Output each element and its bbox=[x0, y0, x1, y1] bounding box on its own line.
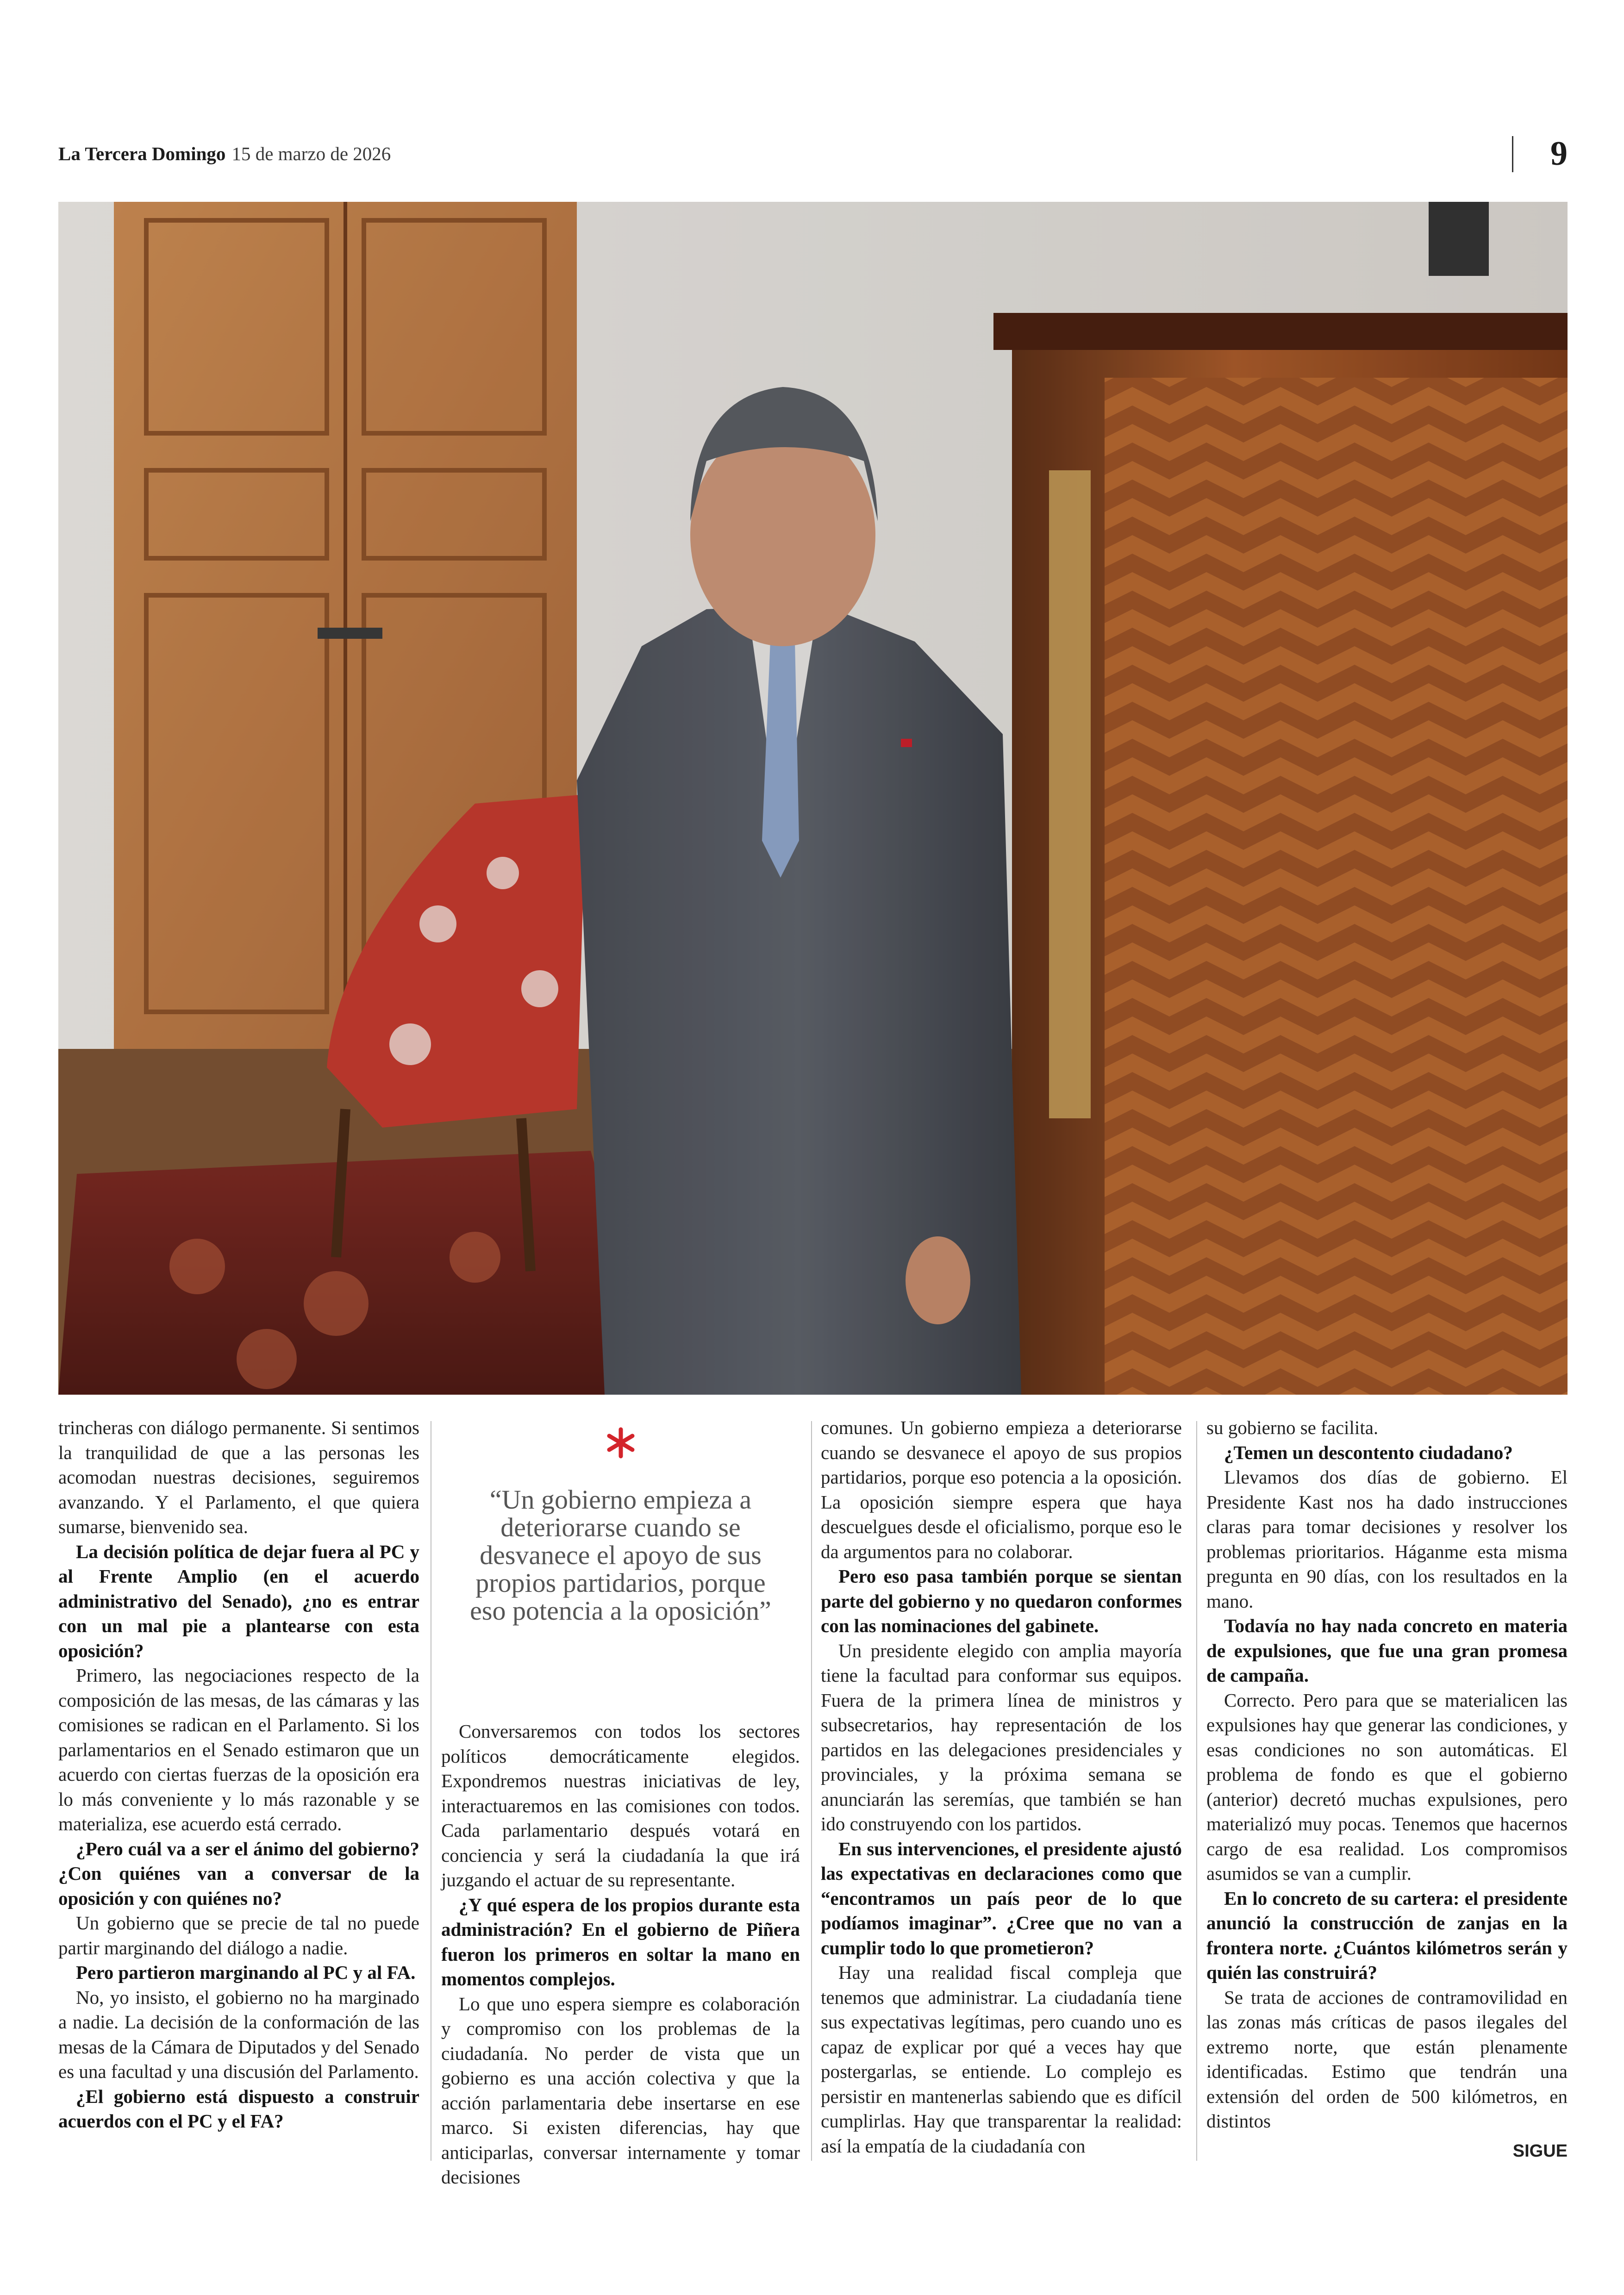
interview-answer: Primero, las negociaciones respecto de la composición de las mesas, de las cámaras y las comisiones se radican en el Parlamento. Si los parlamentarios en el Senado estimaron que un acuerdo con ciertas fuerzas de la oposición era lo más conveniente y lo más razonable y se materializa, ese acuerdo está cerrado. bbox=[58, 1665, 419, 1834]
continue-label: SIGUE bbox=[1512, 2141, 1568, 2161]
interview-answer: Se trata de acciones de contramovilidad en las zonas más críticas de pasos ilegales del extremo norte, que están plenamente identificadas. Estimo que tendrán una extensión del orden de 500 kilómetros, en distintos bbox=[1206, 1986, 1568, 2132]
header-divider bbox=[1512, 136, 1513, 172]
interview-question: Todavía no hay nada concreto en materia de expulsiones, que fue una gran promesa de campaña. bbox=[1206, 1615, 1568, 1686]
text-column-1 bbox=[58, 1416, 419, 2134]
interview-answer: Hay una realidad fiscal compleja que tenemos que administrar. La ciudadanía tiene sus expectativas legítimas, pero cuando uno es capaz de explicar por qué a veces hay que postergarlas, se entiende. Lo complejo es persistir en mantenerlas sabiendo que es difícil cumplirlas. Hay que transparentar la realidad: así la empatía de la ciudadanía con bbox=[821, 1962, 1182, 2157]
page-number: 9 bbox=[1550, 135, 1568, 173]
interview-answer: su gobierno se facilita. bbox=[1206, 1417, 1379, 1438]
folio bbox=[58, 143, 391, 165]
interview-answer: Un gobierno que se precie de tal no puede partir marginando del diálogo a nadie. bbox=[58, 1912, 419, 1958]
pull-quote-text: “Un gobierno empieza a deteriorarse cuando se desvanece el apoyo de sus propios partidarios, porque eso potencia a la oposición” bbox=[470, 1484, 771, 1626]
column-divider bbox=[811, 1421, 812, 2161]
interview-question: En sus intervenciones, el presidente ajustó las expectativas en declaraciones como que “encontramos un país peor de lo que podíamos imaginar”. ¿Cree que no van a cumplir todo lo que prometieron? bbox=[821, 1838, 1182, 1958]
interview-answer: Un presidente elegido con amplia mayoría tiene la facultad para conformar sus equipos. Fuera de la primera línea de ministros y subsecretarios, hay representación de los partidos en las delegaciones presidenciales y provinciales, y la próxima semana se anunciarán las seremías, que también se han ido construyendo con los partidos. bbox=[821, 1640, 1182, 1834]
portrait-photo bbox=[58, 202, 1568, 1395]
interview-answer: Correcto. Pero para que se materialicen las expulsiones hay que generar las condiciones, y esas condiciones no son automáticas. El problema de fondo es que el gobierno (anterior) decretó muchas expulsiones, pero materializó muy pocas. Tenemos que hacernos cargo de esa realidad. Los compromisos asumidos se van a cumplir. bbox=[1206, 1689, 1568, 1884]
interview-answer: Lo que uno espera siempre es colaboración y compromiso con los problemas de la ciudadanía. No perder de vista que un gobierno es una acción colectiva y que la acción parlamentaria debe insertarse en ese marco. Si existen diferencias, hay que anticiparlas, conversar internamente y tomar decisiones bbox=[441, 1993, 800, 2188]
interview-answer: Conversaremos con todos los sectores políticos democráticamente elegidos. Expondremos nuestras iniciativas de ley, interactuaremos en las comisiones con todos. Cada parlamentario después votará en conciencia y será la ciudadanía la que irá juzgando el actuar de su representante. bbox=[441, 1721, 800, 1890]
interview-answer: comunes. Un gobierno empieza a deteriorarse cuando se desvanece el apoyo de sus propios partidarios, porque eso potencia a la oposición. La oposición siempre espera que haya descuelgues desde el oficialismo, porque eso le da argumentos para no colaborar. bbox=[821, 1417, 1182, 1562]
interview-answer: Llevamos dos días de gobierno. El Presidente Kast nos ha dado instrucciones claras para tomar decisiones y resolver los problemas prioritarios. Háganme esta misma pregunta en 90 días, con los resultados en la mano. bbox=[1206, 1466, 1568, 1612]
page-header bbox=[58, 136, 1568, 173]
publication-date: 15 de marzo de 2026 bbox=[231, 143, 391, 164]
asterisk-icon bbox=[605, 1427, 637, 1459]
interview-question: En lo concreto de su cartera: el presidente anunció la construcción de zanjas en la frontera norte. ¿Cuántos kilómetros serán y quién las construirá? bbox=[1206, 1887, 1568, 1983]
interview-question: ¿Pero cuál va a ser el ánimo del gobierno? ¿Con quiénes van a conversar de la oposición y con quiénes no? bbox=[58, 1838, 419, 1909]
column-divider bbox=[1196, 1421, 1197, 2161]
interview-question: ¿Temen un descontento ciudadano? bbox=[1224, 1441, 1513, 1463]
interview-question: La decisión política de dejar fuera al PC y al Frente Amplio (en el acuerdo administrativo del Senado), ¿no es entrar con un mal pie a plantearse con esta oposición? bbox=[58, 1540, 419, 1661]
interview-question: Pero partieron marginando al PC y al FA. bbox=[76, 1962, 416, 1983]
text-column-3 bbox=[821, 1416, 1182, 2158]
publication-name: La Tercera Domingo bbox=[58, 143, 226, 164]
pull-quote bbox=[441, 1421, 800, 1717]
text-column-4 bbox=[1206, 1416, 1568, 2134]
interview-question: ¿Y qué espera de los propios durante esta administración? En el gobierno de Piñera fueron los primeros en soltar la mano en momentos complejos. bbox=[441, 1894, 800, 1989]
interview-answer: No, yo insisto, el gobierno no ha marginado a nadie. La decisión de la conformación de las mesas de la Cámara de Diputados y del Senado es una facultad y una discusión del Parlamento. bbox=[58, 1986, 419, 2082]
interview-question: Pero eso pasa también porque se sientan parte del gobierno y no quedaron conformes con las nominaciones del gabinete. bbox=[821, 1565, 1182, 1636]
interview-question: ¿El gobierno está dispuesto a construir acuerdos con el PC y el FA? bbox=[58, 2085, 419, 2132]
interview-answer: trincheras con diálogo permanente. Si sentimos la tranquilidad de que a las personas les acomodan nuestras decisiones, seguiremos avanzando. Y el Parlamento, el que quiera sumarse, bienvenido sea. bbox=[58, 1417, 419, 1537]
text-column-2 bbox=[441, 1719, 800, 2190]
